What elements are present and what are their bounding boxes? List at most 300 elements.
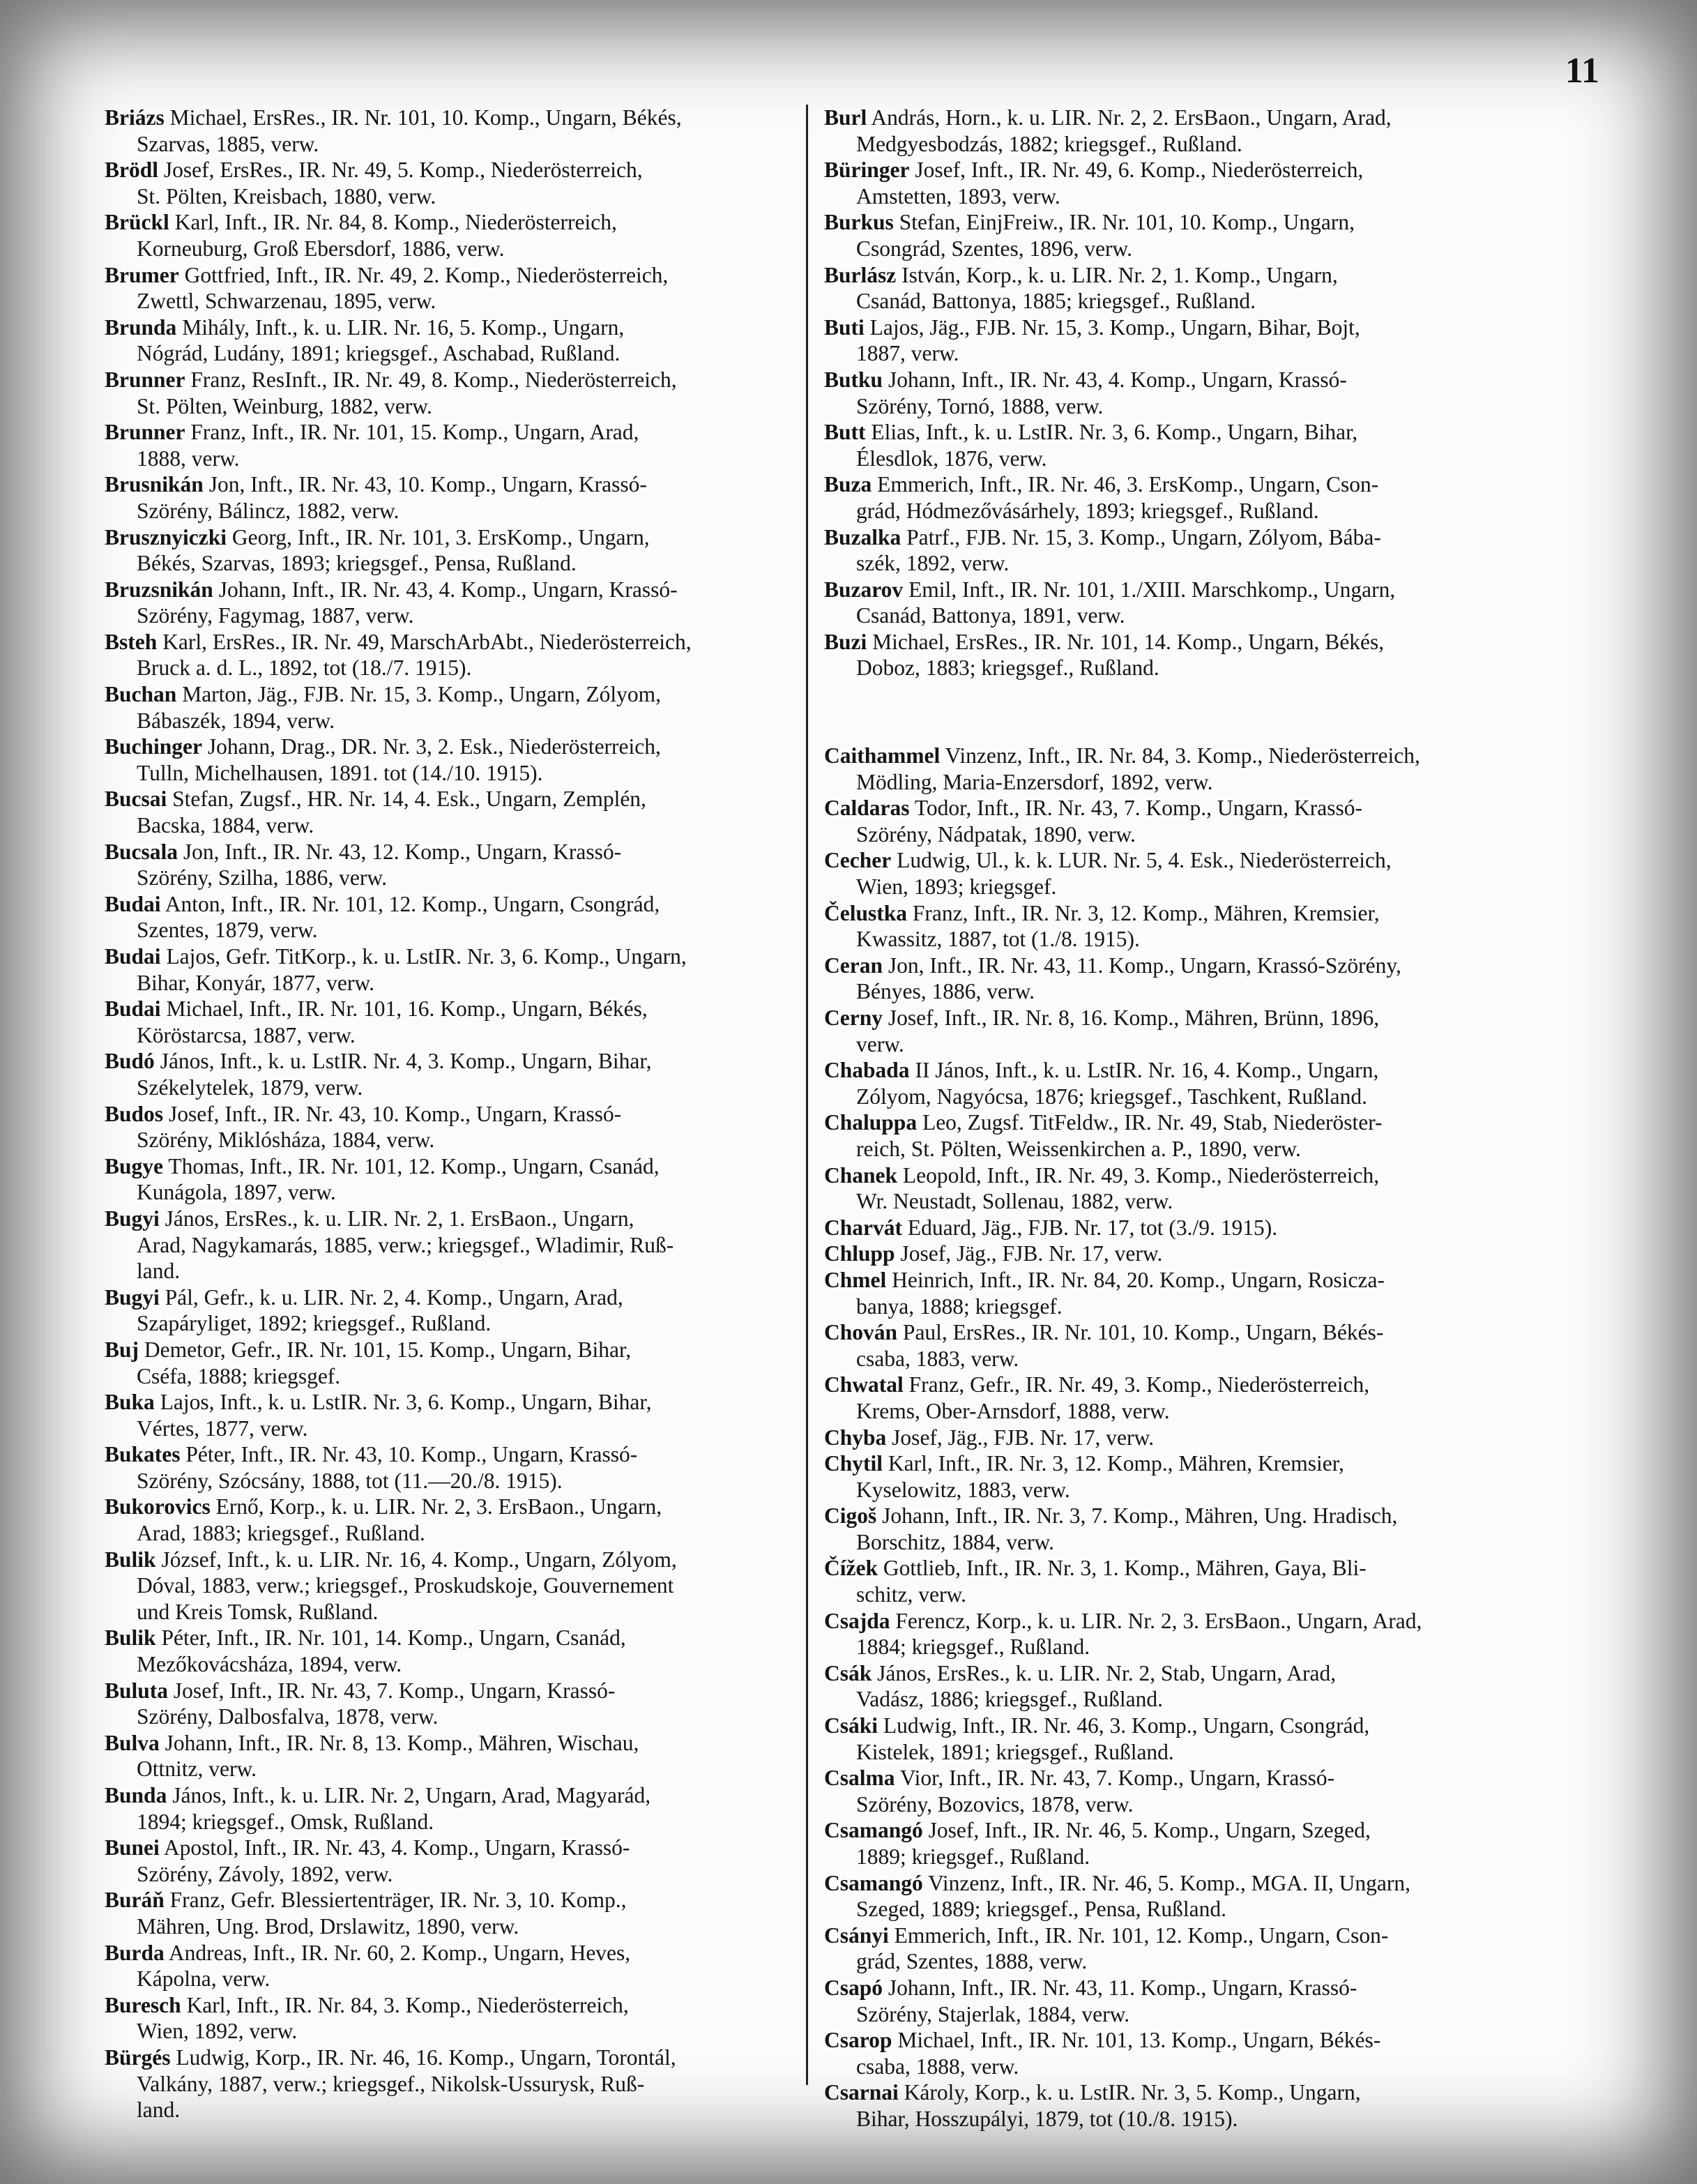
entry-continuation-line: Borschitz, 1884, verw.	[856, 1529, 1055, 1554]
entry-first-line: Johann, Drag., DR. Nr. 3, 2. Esk., Niederösterreich,	[207, 734, 661, 759]
entry-first-line: Emmerich, Inft., IR. Nr. 101, 12. Komp., Ungarn, Cson-	[894, 1923, 1389, 1948]
entry-surname: Csáki	[824, 1713, 878, 1738]
entry-continuation-line: 1887, verw.	[856, 341, 959, 366]
register-entry	[824, 1109, 1507, 1162]
entry-surname: Budai	[105, 891, 161, 916]
entry-first-line: Ferencz, Korp., k. u. LIR. Nr. 2, 3. ErsBaon., Ungarn, Arad,	[895, 1608, 1422, 1633]
page-number: 11	[1565, 51, 1599, 91]
entry-surname: Chytil	[824, 1451, 883, 1476]
entry-continuation-line: St. Pölten, Kreisbach, 1880, verw.	[137, 183, 436, 208]
entry-continuation-line: szék, 1892, verw.	[856, 551, 1010, 576]
register-entry	[105, 1730, 788, 1782]
entry-continuation-line: Cséfa, 1888; kriegsgef.	[137, 1363, 341, 1388]
entry-surname: Charvát	[824, 1215, 902, 1240]
register-entry	[105, 1782, 788, 1835]
entry-surname: Csarop	[824, 2028, 892, 2053]
register-entry	[105, 734, 788, 786]
entry-first-line: János, Inft., k. u. LstIR. Nr. 4, 3. Komp., Ungarn, Bihar,	[160, 1049, 652, 1074]
right-column	[824, 105, 1507, 2132]
entry-surname: Budai	[105, 996, 161, 1022]
register-entry	[824, 577, 1507, 629]
entry-surname: Bulva	[105, 1730, 160, 1755]
register-entry	[105, 681, 788, 734]
entry-surname: Csarnai	[824, 2080, 899, 2105]
entry-surname: Bugyi	[105, 1284, 160, 1310]
register-entry	[105, 1940, 788, 1992]
entry-surname: Chován	[824, 1320, 898, 1345]
entry-first-line: Anton, Inft., IR. Nr. 101, 12. Komp., Ungarn, Csongrád,	[165, 891, 660, 916]
register-entry	[105, 1284, 788, 1337]
register-entry	[824, 1319, 1507, 1372]
entry-first-line: Josef, Jäg., FJB. Nr. 17, verw.	[892, 1425, 1155, 1450]
entry-continuation-line: Élesdlok, 1876, verw.	[856, 446, 1047, 471]
entry-continuation-line: Békés, Szarvas, 1893; kriegsgef., Pensa, Rußland.	[137, 551, 577, 576]
entry-surname: Brunner	[105, 367, 185, 392]
entry-first-line: II János, Inft., k. u. LstIR. Nr. 16, 4. Komp., Ungarn,	[915, 1058, 1379, 1083]
register-entry	[824, 471, 1507, 524]
register-entry	[105, 1835, 788, 1887]
register-entry	[105, 1389, 788, 1441]
entry-first-line: Johann, Inft., IR. Nr. 8, 13. Komp., Mähren, Wischau,	[165, 1730, 639, 1755]
entry-continuation-line: land.	[137, 2098, 181, 2123]
register-entry	[105, 996, 788, 1048]
register-entry	[824, 367, 1507, 419]
entry-first-line: Elias, Inft., k. u. LstIR. Nr. 3, 6. Komp., Ungarn, Bihar,	[871, 420, 1358, 445]
register-entry	[824, 2027, 1507, 2079]
register-entry	[824, 953, 1507, 1005]
entry-first-line: Josef, Inft., IR. Nr. 43, 7. Komp., Ungarn, Krassó-	[173, 1678, 616, 1703]
register-entry	[824, 1713, 1507, 1765]
entry-first-line: Johann, Inft., IR. Nr. 3, 7. Komp., Mähren, Ung. Hradisch,	[882, 1503, 1398, 1529]
entry-surname: Csamangó	[824, 1818, 923, 1843]
right-column-b-section	[824, 105, 1507, 681]
entry-surname: Chyba	[824, 1425, 887, 1450]
entry-surname: Cigoš	[824, 1503, 877, 1529]
entry-surname: Csamangó	[824, 1870, 923, 1895]
register-entry	[824, 1817, 1507, 1870]
entry-first-line: Heinrich, Inft., IR. Nr. 84, 20. Komp., Ungarn, Rosicza-	[892, 1267, 1385, 1292]
register-entry	[105, 1206, 788, 1284]
entry-continuation-line: Kistelek, 1891; kriegsgef., Rußland.	[856, 1739, 1174, 1764]
entry-continuation-line: Ottnitz, verw.	[137, 1757, 257, 1782]
entry-first-line: Ludwig, Korp., IR. Nr. 46, 16. Komp., Ungarn, Torontál,	[176, 2045, 676, 2070]
entry-first-line: József, Inft., k. u. LIR. Nr. 16, 4. Komp., Ungarn, Zólyom,	[161, 1547, 677, 1572]
entry-continuation-line: grád, Hódmezővásárhely, 1893; kriegsgef., Rußland.	[856, 498, 1319, 523]
entry-surname: Buka	[105, 1390, 155, 1415]
entry-first-line: Péter, Inft., IR. Nr. 101, 14. Komp., Ungarn, Csanád,	[161, 1625, 626, 1651]
register-entry	[824, 1555, 1507, 1607]
entry-continuation-line: Zwettl, Schwarzenau, 1895, verw.	[137, 289, 436, 314]
entry-continuation-line: schitz, verw.	[856, 1582, 967, 1607]
entry-first-line: Franz, Inft., IR. Nr. 101, 15. Komp., Ungarn, Arad,	[190, 420, 639, 445]
entry-first-line: Leo, Zugsf. TitFeldw., IR. Nr. 49, Stab, Niederöster-	[922, 1110, 1383, 1135]
entry-first-line: Mihály, Inft., k. u. LIR. Nr. 16, 5. Komp., Ungarn,	[182, 314, 625, 340]
entry-surname: Csapó	[824, 1975, 883, 2000]
entry-continuation-line: Valkány, 1887, verw.; kriegsgef., Nikolsk-Ussurysk, Ruß-	[137, 2071, 645, 2096]
register-entry	[105, 105, 788, 157]
entry-continuation-line: Csanád, Battonya, 1885; kriegsgef., Rußland.	[856, 289, 1256, 314]
entry-first-line: Franz, Gefr. Blessiertenträger, IR. Nr. 3, 10. Komp.,	[169, 1888, 627, 1913]
entry-surname: Bucsai	[105, 787, 167, 812]
entry-surname: Burl	[824, 105, 867, 130]
entry-first-line: János, Inft., k. u. LIR. Nr. 2, Ungarn, Arad, Magyarád,	[172, 1783, 651, 1807]
entry-first-line: András, Horn., k. u. LIR. Nr. 2, 2. ErsBaon., Ungarn, Arad,	[871, 105, 1392, 130]
entry-surname: Burkus	[824, 210, 894, 235]
entry-surname: Budai	[105, 944, 161, 969]
entry-continuation-line: Bábaszék, 1894, verw.	[137, 708, 335, 733]
entry-first-line: Károly, Korp., k. u. LstIR. Nr. 3, 5. Komp., Ungarn,	[904, 2080, 1361, 2105]
entry-surname: Bunei	[105, 1835, 160, 1860]
entry-surname: Chwatal	[824, 1372, 904, 1397]
entry-continuation-line: Vértes, 1877, verw.	[137, 1416, 308, 1441]
entry-first-line: Leopold, Inft., IR. Nr. 49, 3. Komp., Niederösterreich,	[902, 1162, 1380, 1188]
entry-surname: Brunner	[105, 420, 185, 445]
register-entry	[824, 209, 1507, 261]
register-entry	[105, 1625, 788, 1677]
entry-continuation-line: Szörény, Dalbosfalva, 1878, verw.	[137, 1704, 439, 1729]
entry-surname: Bugye	[105, 1153, 164, 1178]
entry-surname: Csányi	[824, 1923, 889, 1948]
entry-continuation-line: Wr. Neustadt, Sollenau, 1882, verw.	[856, 1189, 1173, 1214]
entry-surname: Csalma	[824, 1766, 895, 1791]
entry-surname: Brusznyiczki	[105, 524, 227, 549]
entry-continuation-line: Mödling, Maria-Enzersdorf, 1892, verw.	[856, 769, 1213, 794]
entry-continuation-line: Bényes, 1886, verw.	[856, 979, 1035, 1004]
entry-first-line: Johann, Inft., IR. Nr. 43, 11. Komp., Ungarn, Krassó-	[888, 1975, 1357, 2000]
entry-continuation-line: verw.	[856, 1031, 904, 1056]
entry-first-line: Eduard, Jäg., FJB. Nr. 17, tot (3./9. 1915).	[907, 1215, 1278, 1240]
entry-surname: Budos	[105, 1101, 164, 1126]
register-entry	[105, 157, 788, 209]
register-entry	[824, 1870, 1507, 1923]
register-entry	[824, 157, 1507, 209]
register-entry	[824, 1975, 1507, 2027]
entry-surname: Chmel	[824, 1267, 887, 1292]
entry-first-line: Andreas, Inft., IR. Nr. 60, 2. Komp., Ungarn, Heves,	[168, 1940, 631, 1965]
entry-surname: Brusnikán	[105, 472, 204, 497]
entry-continuation-line: Szörény, Bálincz, 1882, verw.	[137, 498, 399, 523]
entry-surname: Bulik	[105, 1547, 156, 1572]
entry-first-line: Franz, Gefr., IR. Nr. 49, 3. Komp., Niederösterreich,	[908, 1372, 1370, 1397]
register-entry	[105, 1337, 788, 1389]
register-entry	[824, 1005, 1507, 1057]
entry-first-line: Patrf., FJB. Nr. 15, 3. Komp., Ungarn, Zólyom, Bába-	[906, 524, 1381, 549]
register-entry	[824, 900, 1507, 953]
entry-surname: Bugyi	[105, 1206, 160, 1231]
entry-surname: Brückl	[105, 210, 169, 235]
entry-continuation-line: 1888, verw.	[137, 446, 240, 471]
register-entry	[824, 847, 1507, 900]
entry-first-line: Ludwig, Ul., k. k. LUR. Nr. 5, 4. Esk., Niederösterreich,	[897, 848, 1392, 873]
entry-surname: Budó	[105, 1049, 155, 1074]
register-entry	[105, 786, 788, 838]
entry-continuation-line: Szörény, Závoly, 1892, verw.	[137, 1861, 393, 1886]
entry-first-line: István, Korp., k. u. LIR. Nr. 2, 1. Komp., Ungarn,	[901, 262, 1338, 287]
entry-continuation-line: Kápolna, verw.	[137, 1966, 271, 1992]
entry-continuation-line: 1894; kriegsgef., Omsk, Rußland.	[137, 1809, 434, 1834]
entry-first-line: Lajos, Jäg., FJB. Nr. 15, 3. Komp., Ungarn, Bihar, Bojt,	[869, 314, 1360, 340]
entry-surname: Buti	[824, 314, 865, 340]
entry-continuation-line: Amstetten, 1893, verw.	[856, 183, 1060, 208]
entry-first-line: Josef, Inft., IR. Nr. 49, 6. Komp., Niederösterreich,	[915, 158, 1364, 183]
entry-surname: Burlász	[824, 262, 897, 287]
entry-continuation-line: csaba, 1888, verw.	[856, 2054, 1019, 2079]
register-entry	[824, 1241, 1507, 1267]
register-entry	[105, 1678, 788, 1730]
entry-first-line: Demetor, Gefr., IR. Nr. 101, 15. Komp., Ungarn, Bihar,	[144, 1337, 632, 1362]
entry-continuation-line: Bacska, 1884, verw.	[137, 813, 314, 838]
register-entry	[105, 1441, 788, 1494]
entry-surname: Cerny	[824, 1006, 883, 1030]
register-entry	[105, 471, 788, 524]
entry-first-line: Todor, Inft., IR. Nr. 43, 7. Komp., Ungarn, Krassó-	[914, 796, 1363, 821]
entry-continuation-line: Szörény, Szilha, 1886, verw.	[137, 865, 387, 890]
entry-surname: Caithammel	[824, 743, 941, 768]
register-entry	[105, 943, 788, 996]
register-entry	[824, 1503, 1507, 1555]
register-entry	[824, 1425, 1507, 1451]
register-entry	[105, 2045, 788, 2123]
entry-surname: Bürgés	[105, 2045, 171, 2070]
entry-surname: Ceran	[824, 953, 883, 978]
entry-first-line: Josef, Jäg., FJB. Nr. 17, verw.	[900, 1241, 1163, 1266]
entry-continuation-line: Mezőkovácsháza, 1894, verw.	[137, 1652, 402, 1677]
entry-surname: Briázs	[105, 105, 165, 130]
entry-surname: Bukates	[105, 1442, 181, 1467]
entry-surname: Buj	[105, 1337, 139, 1362]
entry-surname: Bruzsnikán	[105, 577, 213, 602]
entry-continuation-line: Szörény, Fagymag, 1887, verw.	[137, 603, 414, 628]
register-entry	[824, 105, 1507, 157]
register-entry	[105, 524, 788, 577]
entry-continuation-line: Szörény, Miklósháza, 1884, verw.	[137, 1128, 435, 1153]
entry-first-line: Stefan, EinjFreiw., IR. Nr. 101, 10. Komp., Ungarn,	[899, 210, 1355, 235]
entry-surname: Chlupp	[824, 1241, 895, 1266]
entry-continuation-line: csaba, 1883, verw.	[856, 1346, 1019, 1371]
entry-surname: Büringer	[824, 158, 910, 183]
entry-surname: Buzarov	[824, 577, 904, 602]
entry-surname: Bucsala	[105, 839, 178, 864]
register-entry	[824, 1608, 1507, 1660]
entry-surname: Brumer	[105, 262, 179, 287]
entry-first-line: Lajos, Inft., k. u. LstIR. Nr. 3, 6. Komp., Ungarn, Bihar,	[160, 1390, 652, 1415]
entry-continuation-line: Arad, Nagykamarás, 1885, verw.; kriegsgef., Wladimir, Ruß-	[137, 1232, 674, 1257]
entry-first-line: Vior, Inft., IR. Nr. 43, 7. Komp., Ungarn, Krassó-	[899, 1766, 1335, 1791]
entry-continuation-line: Csanád, Battonya, 1891, verw.	[856, 603, 1125, 628]
entry-continuation-line: Csongrád, Szentes, 1896, verw.	[856, 236, 1133, 261]
entry-continuation-line: Bihar, Hosszupályi, 1879, tot (10./8. 1915).	[856, 2106, 1238, 2131]
entry-first-line: Lajos, Gefr. TitKorp., k. u. LstIR. Nr. 3, 6. Komp., Ungarn,	[166, 944, 687, 969]
entry-first-line: János, ErsRes., k. u. LIR. Nr. 2, Stab, Ungarn, Arad,	[877, 1660, 1337, 1685]
entry-first-line: Michael, ErsRes., IR. Nr. 101, 14. Komp., Ungarn, Békés,	[872, 629, 1385, 654]
register-entry	[105, 1992, 788, 2045]
entry-surname: Bukorovics	[105, 1494, 211, 1519]
entry-first-line: Karl, Inft., IR. Nr. 84, 3. Komp., Niederösterreich,	[186, 1992, 629, 2017]
entry-continuation-line: Mähren, Ung. Brod, Drslawitz, 1890, verw.	[137, 1913, 519, 1939]
register-entry	[105, 262, 788, 314]
entry-continuation-line: und Kreis Tomsk, Rußland.	[137, 1599, 379, 1624]
entry-continuation-line: Székelytelek, 1879, verw.	[137, 1075, 363, 1100]
register-entry	[824, 1765, 1507, 1817]
register-entry	[824, 629, 1507, 681]
entry-first-line: Johann, Inft., IR. Nr. 43, 4. Komp., Ungarn, Krassó-	[218, 577, 678, 602]
entry-surname: Čížek	[824, 1556, 878, 1581]
entry-first-line: Gottlieb, Inft., IR. Nr. 3, 1. Komp., Mähren, Gaya, Bli-	[883, 1556, 1367, 1581]
register-entry	[105, 1494, 788, 1546]
entry-continuation-line: Medgyesbodzás, 1882; kriegsgef., Rußland.	[856, 131, 1242, 156]
entry-continuation-line: Szeged, 1889; kriegsgef., Pensa, Rußland.	[856, 1897, 1227, 1922]
left-column	[105, 105, 788, 2123]
entry-first-line: Jon, Inft., IR. Nr. 43, 11. Komp., Ungarn, Krassó-Szörény,	[888, 953, 1401, 978]
column-divider	[806, 105, 808, 2085]
entry-surname: Brunda	[105, 314, 177, 340]
entry-first-line: Emmerich, Inft., IR. Nr. 46, 3. ErsKomp., Ungarn, Cson-	[877, 472, 1379, 497]
entry-continuation-line: 1884; kriegsgef., Rußland.	[856, 1635, 1090, 1660]
entry-continuation-line: Szarvas, 1885, verw.	[137, 131, 319, 156]
register-entry	[824, 1660, 1507, 1713]
entry-continuation-line: Krems, Ober-Arnsdorf, 1888, verw.	[856, 1398, 1170, 1423]
entry-first-line: Josef, Inft., IR. Nr. 46, 5. Komp., Ungarn, Szeged,	[928, 1818, 1371, 1843]
entry-surname: Bunda	[105, 1783, 167, 1807]
entry-surname: Burda	[105, 1940, 165, 1965]
entry-continuation-line: grád, Szentes, 1888, verw.	[856, 1949, 1088, 1974]
entry-surname: Buza	[824, 472, 872, 497]
entry-first-line: Gottfried, Inft., IR. Nr. 49, 2. Komp., Niederösterreich,	[184, 262, 669, 287]
entry-first-line: Marton, Jäg., FJB. Nr. 15, 3. Komp., Ungarn, Zólyom,	[182, 682, 662, 707]
register-entry	[105, 629, 788, 681]
entry-surname: Buzalka	[824, 524, 901, 549]
register-entry	[824, 314, 1507, 367]
entry-first-line: Johann, Inft., IR. Nr. 43, 4. Komp., Ungarn, Krassó-	[888, 367, 1347, 392]
entry-surname: Butt	[824, 420, 866, 445]
entry-surname: Buzi	[824, 629, 867, 654]
register-entry	[824, 1267, 1507, 1319]
entry-first-line: Péter, Inft., IR. Nr. 43, 10. Komp., Ungarn, Krassó-	[185, 1442, 638, 1467]
register-entry	[105, 577, 788, 629]
entry-continuation-line: Dóval, 1883, verw.; kriegsgef., Proskudskoje, Gouvernement	[137, 1573, 674, 1598]
entry-first-line: Josef, Inft., IR. Nr. 43, 10. Komp., Ungarn, Krassó-	[168, 1101, 622, 1126]
register-entry	[824, 2079, 1507, 2132]
register-entry	[824, 1057, 1507, 1109]
entry-continuation-line: 1889; kriegsgef., Rußland.	[856, 1844, 1090, 1869]
register-entry	[105, 891, 788, 943]
entry-surname: Bulik	[105, 1625, 156, 1651]
register-entry	[105, 1101, 788, 1153]
entry-continuation-line: St. Pölten, Weinburg, 1882, verw.	[137, 393, 432, 418]
entry-surname: Buchinger	[105, 734, 203, 759]
entry-continuation-line: Wien, 1892, verw.	[137, 2019, 298, 2044]
entry-continuation-line: Bruck a. d. L., 1892, tot (18./7. 1915).	[137, 655, 472, 681]
entry-surname: Caldaras	[824, 796, 910, 821]
entry-continuation-line: Wien, 1893; kriegsgef.	[856, 874, 1057, 900]
entry-surname: Csajda	[824, 1608, 890, 1633]
entry-continuation-line: Szörény, Stajerlak, 1884, verw.	[856, 2001, 1130, 2026]
register-entry	[105, 314, 788, 367]
entry-continuation-line: Szapáryliget, 1892; kriegsgef., Rußland.	[137, 1311, 492, 1336]
register-entry	[105, 367, 788, 419]
entry-continuation-line: Korneuburg, Groß Ebersdorf, 1886, verw.	[137, 236, 505, 261]
entry-first-line: Vinzenz, Inft., IR. Nr. 84, 3. Komp., Niederösterreich,	[945, 743, 1420, 768]
entry-first-line: Jon, Inft., IR. Nr. 43, 12. Komp., Ungarn, Krassó-	[183, 839, 622, 864]
entry-first-line: Vinzenz, Inft., IR. Nr. 46, 5. Komp., MGA. II, Ungarn,	[928, 1870, 1410, 1895]
entry-surname: Buluta	[105, 1678, 169, 1703]
entry-first-line: Josef, Inft., IR. Nr. 8, 16. Komp., Mähren, Brünn, 1896,	[888, 1006, 1380, 1030]
entry-surname: Buresch	[105, 1992, 181, 2017]
register-entry	[824, 1162, 1507, 1215]
right-column-c-section	[824, 743, 1507, 2132]
entry-surname: Buchan	[105, 682, 177, 707]
entry-continuation-line: Kwassitz, 1887, tot (1./8. 1915).	[856, 927, 1140, 952]
entry-first-line: Emil, Inft., IR. Nr. 101, 1./XIII. Marschkomp., Ungarn,	[908, 577, 1396, 602]
entry-first-line: Georg, Inft., IR. Nr. 101, 3. ErsKomp., Ungarn,	[231, 524, 650, 549]
register-entry	[105, 1547, 788, 1625]
entry-continuation-line: Szörény, Tornó, 1888, verw.	[856, 393, 1104, 418]
entry-first-line: Michael, Inft., IR. Nr. 101, 16. Komp., Ungarn, Békés,	[166, 996, 648, 1022]
entry-surname: Bsteh	[105, 629, 158, 654]
register-entry	[105, 1887, 788, 1939]
entry-surname: Čelustka	[824, 900, 908, 925]
register-entry	[824, 1450, 1507, 1503]
entry-continuation-line: Köröstarcsa, 1887, verw.	[137, 1022, 356, 1047]
entry-continuation-line: Szörény, Szócsány, 1888, tot (11.—20./8. 1915).	[137, 1468, 563, 1493]
entry-continuation-line: Nógrád, Ludány, 1891; kriegsgef., Aschabad, Rußland.	[137, 341, 621, 366]
entry-surname: Csák	[824, 1660, 872, 1685]
entry-continuation-line: Szörény, Bozovics, 1878, verw.	[856, 1791, 1134, 1817]
entry-first-line: Jon, Inft., IR. Nr. 43, 10. Komp., Ungarn, Krassó-	[208, 472, 647, 497]
entry-surname: Cecher	[824, 848, 892, 873]
entry-surname: Buráň	[105, 1888, 165, 1913]
register-entry	[105, 1153, 788, 1206]
entry-continuation-line: banya, 1888; kriegsgef.	[856, 1294, 1063, 1319]
entry-first-line: Stefan, Zugsf., HR. Nr. 14, 4. Esk., Ungarn, Zemplén,	[172, 787, 646, 812]
entry-first-line: Paul, ErsRes., IR. Nr. 101, 10. Komp., Ungarn, Békés-	[902, 1320, 1384, 1345]
entry-first-line: Karl, ErsRes., IR. Nr. 49, MarschArbAbt., Niederösterreich,	[162, 629, 692, 654]
register-entry	[105, 1048, 788, 1100]
register-entry	[824, 419, 1507, 471]
register-entry	[824, 1372, 1507, 1424]
register-entry	[105, 839, 788, 891]
section-gap	[824, 681, 1507, 743]
register-entry	[824, 524, 1507, 577]
register-entry	[824, 1923, 1507, 1975]
entry-continuation-line: reich, St. Pölten, Weissenkirchen a. P., 1890, verw.	[856, 1136, 1301, 1161]
entry-continuation-line: Szörény, Nádpatak, 1890, verw.	[856, 821, 1136, 847]
entry-first-line: Ernő, Korp., k. u. LIR. Nr. 2, 3. ErsBaon., Ungarn,	[215, 1494, 662, 1519]
register-entry	[824, 795, 1507, 847]
entry-surname: Chabada	[824, 1058, 910, 1083]
entry-surname: Butku	[824, 367, 883, 392]
entry-continuation-line: Bihar, Konyár, 1877, verw.	[137, 970, 374, 995]
entry-first-line: Franz, Inft., IR. Nr. 3, 12. Komp., Mähren, Kremsier,	[912, 900, 1380, 925]
entry-continuation-line: Arad, 1883; kriegsgef., Rußland.	[137, 1521, 425, 1546]
entry-first-line: Thomas, Inft., IR. Nr. 101, 12. Komp., Ungarn, Csanád,	[168, 1153, 660, 1178]
entry-continuation-line: Kyselowitz, 1883, verw.	[856, 1477, 1070, 1502]
entry-continuation-line: Szentes, 1879, verw.	[137, 918, 318, 943]
register-entry	[824, 1215, 1507, 1241]
entry-surname: Chanek	[824, 1162, 898, 1188]
entry-continuation-line: land.	[137, 1259, 181, 1284]
register-entry	[105, 419, 788, 471]
register-entry	[824, 743, 1507, 795]
entry-surname: Brödl	[105, 158, 159, 183]
entry-first-line: Michael, Inft., IR. Nr. 101, 13. Komp., Ungarn, Békés-	[897, 2028, 1381, 2053]
entry-continuation-line: Vadász, 1886; kriegsgef., Rußland.	[856, 1687, 1164, 1712]
entry-first-line: Karl, Inft., IR. Nr. 3, 12. Komp., Mähren, Kremsier,	[888, 1451, 1344, 1476]
register-entry	[824, 262, 1507, 314]
entry-continuation-line: Tulln, Michelhausen, 1891. tot (14./10. 1915).	[137, 760, 543, 785]
entry-continuation-line: Doboz, 1883; kriegsgef., Rußland.	[856, 655, 1159, 681]
register-entry	[105, 209, 788, 261]
